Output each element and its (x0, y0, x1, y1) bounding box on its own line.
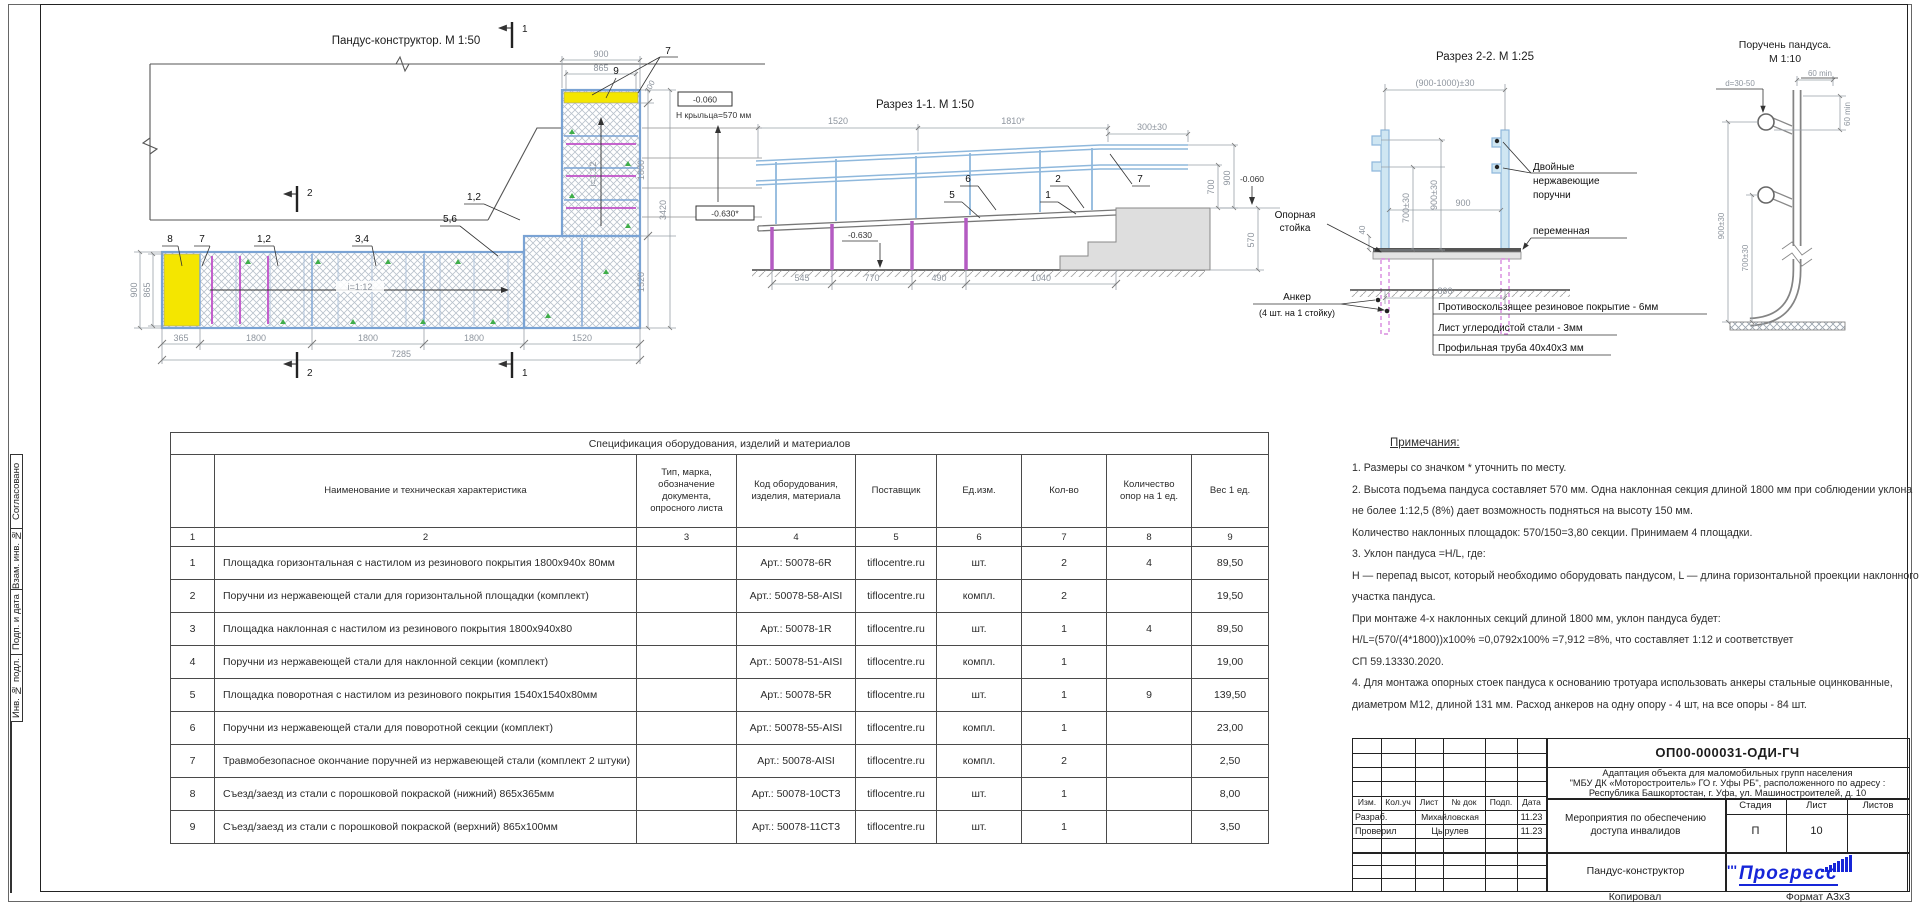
spec-cell-unit: компл. (937, 745, 1022, 778)
spec-cell-supports (1107, 811, 1192, 844)
spec-cell-type (637, 646, 737, 679)
callout-7-top: 7 (665, 46, 671, 57)
spec-cell-type (637, 745, 737, 778)
spec-cell-code: Арт.: 50078-58-AISI (737, 580, 856, 613)
dim-300-30: 300±30 (1137, 122, 1167, 132)
spec-cell-code: Арт.: 50078-11СТ3 (737, 811, 856, 844)
elevation-bottom-value: -0.630* (711, 208, 739, 219)
support-post-label-1: Опорная (1274, 210, 1316, 221)
dim-100: 100 (642, 78, 657, 95)
progress-logo (1725, 852, 1909, 891)
document-title-line: доступа инвалидов (1590, 826, 1681, 837)
spec-cell-num: 2 (171, 580, 215, 613)
object-title: Пандус-конструктор (1586, 865, 1685, 877)
strip-soglasovano: Согласовано (10, 454, 23, 529)
spec-cell-type (637, 679, 737, 712)
divider-line (1353, 838, 1546, 839)
strip-podp-data: Подп. и дата (10, 589, 23, 655)
dim-bottom-1800c: 1800 (463, 333, 485, 343)
handrail-tube-lower (1758, 187, 1774, 203)
dim-top-900: 900 (593, 49, 609, 59)
spec-header-unit: Ед.изм. (937, 455, 1022, 528)
spec-cell-weight: 3,50 (1192, 811, 1269, 844)
spec-cell-supplier: tiflocentre.ru (856, 712, 937, 745)
dim-right-1520: 1520 (636, 271, 646, 293)
spec-colnum: 1 (171, 528, 215, 547)
note-line: диаметром М12, длиной 131 мм. Расход анкеров на одну опору - 4 шт, на все опоры - 84 шт. (1352, 698, 1807, 711)
spec-cell-num: 9 (171, 811, 215, 844)
sig-date-checker: 11.23 (1520, 826, 1543, 836)
spec-row (171, 712, 1269, 745)
double-rails-label-3: поручни (1533, 190, 1571, 201)
spec-cell-weight: 19,50 (1192, 580, 1269, 613)
spec-cell-type (637, 811, 737, 844)
dim-40: 40 (1358, 225, 1367, 235)
section-1-1-title: Разрез 1-1. М 1:50 (875, 99, 975, 111)
sig-role-developer: Разраб. (1355, 812, 1388, 822)
section-2-2-dimensions (1358, 78, 1505, 304)
callout-7-left: 7 (199, 234, 205, 245)
footer-copied: Копировал (1608, 891, 1662, 903)
dim-900-30-handrail: 900±30 (1717, 212, 1726, 240)
spec-cell-supplier: tiflocentre.ru (856, 811, 937, 844)
spec-cell-supports (1107, 580, 1192, 613)
section-2-2-title: Разрез 2-2. М 1:25 (1435, 51, 1535, 63)
note-line: 2. Высота подъема пандуса составляет 570 мм. Одна наклонная секция длиной 1800 мм при соблюдении уклона (1352, 483, 1913, 496)
spec-cell-supplier: tiflocentre.ru (856, 547, 937, 580)
document-title (1546, 798, 1725, 852)
note-line: 1. Размеры со значком * уточнить по месту. (1352, 462, 1567, 474)
spec-cell-num: 5 (171, 679, 215, 712)
col-data: Дата (1522, 797, 1541, 807)
dim-d30-50: d=30-50 (1725, 79, 1755, 88)
plan-drawing (50, 12, 770, 382)
elevation-minus-0060: -0.060 (1239, 174, 1265, 184)
spec-header-supplier: Поставщик (856, 455, 937, 528)
spec-cell-num: 3 (171, 613, 215, 646)
dim-900-horizontal: 900 (1455, 198, 1471, 208)
spec-cell-qty: 1 (1022, 646, 1107, 679)
spec-cell-unit: шт. (937, 778, 1022, 811)
spec-cell-unit: компл. (937, 712, 1022, 745)
ramp-plan (162, 90, 640, 328)
dim-bottom-1800b: 1800 (357, 333, 379, 343)
note-line: участка пандуса. (1352, 591, 1436, 603)
callout-1-2-upper: 1,2 (467, 192, 481, 203)
ramp-deck (758, 210, 1116, 231)
handrail-detail-drawing (1700, 30, 1915, 345)
spec-row (171, 745, 1269, 778)
spec-cell-weight: 89,50 (1192, 547, 1269, 580)
spec-cell-supplier: tiflocentre.ru (856, 745, 937, 778)
dim-900-1000: (900-1000)±30 (1415, 78, 1475, 88)
handrail-title: Поручень пандуса. (1738, 39, 1832, 51)
spec-cell-supplier: tiflocentre.ru (856, 679, 937, 712)
callout-6: 6 (965, 174, 971, 185)
anchor-label-1: Анкер (1283, 292, 1311, 303)
document-title-line: Мероприятия по обеспечению (1565, 813, 1706, 824)
section-1-1-drawing (740, 88, 1285, 323)
note-line: не более 1:12,5 (8%) дает возможность подняться на высоту 150 мм. (1352, 505, 1693, 517)
spec-header-type: Тип, марка, обозначение документа, опросного листа (637, 455, 737, 528)
spec-cell-unit: компл. (937, 646, 1022, 679)
spec-cell-name: Съезд/заезд из стали с порошковой покраской (нижний) 865х365мм (215, 778, 637, 811)
side-strip (10, 455, 40, 893)
spec-cell-num: 1 (171, 547, 215, 580)
spec-cell-qty: 2 (1022, 745, 1107, 778)
spec-cell-name: Поручни из нержавеющей стали для наклонной секции (комплект) (215, 646, 637, 679)
spec-cell-supports: 9 (1107, 679, 1192, 712)
spec-cell-qty: 1 (1022, 712, 1107, 745)
sheets-value (1847, 825, 1909, 841)
dim-60min-right: 60 min (1843, 101, 1852, 127)
spec-cell-unit: компл. (937, 580, 1022, 613)
spec-cell-weight: 139,50 (1192, 679, 1269, 712)
spec-cell-code: Арт.: 50078-55-AISI (737, 712, 856, 745)
divider-line (1353, 810, 1546, 811)
dim-1040: 1040 (1030, 273, 1052, 283)
spec-cell-name: Площадка наклонная с настилом из резинового покрытия 1800х940х80 (215, 613, 637, 646)
title-block (1352, 738, 1910, 892)
spec-cell-supports (1107, 778, 1192, 811)
spec-cell-weight: 2,50 (1192, 745, 1269, 778)
note-line: 4. Для монтажа опорных стоек пандуса к основанию тротуара использовать анкеры стальные оцинкованные, (1352, 677, 1893, 689)
spec-row (171, 646, 1269, 679)
document-code: ОП00-000031-ОДИ-ГЧ (1655, 745, 1800, 760)
sheets-header: Листов (1862, 800, 1894, 811)
spec-cell-unit: шт. (937, 547, 1022, 580)
notes-lines (1352, 458, 1919, 716)
anchor-label-2: (4 шт. на 1 стойку) (1259, 308, 1335, 318)
divider-line (1353, 865, 1546, 866)
spec-cell-qty: 1 (1022, 613, 1107, 646)
note-line: Н — перепад высот, который необходимо оборудовать пандусом, L — длина горизонтальной проекции наклонного (1352, 569, 1919, 582)
strip-inv-podl: Инв. № подл. (10, 654, 23, 722)
divider-line (1725, 814, 1909, 815)
note-line: H/L=(570/(4*1800))х100% =0,0792х100% =7,912 =8%, что составляет 1:12 и соответствует (1352, 634, 1794, 646)
dim-770: 770 (864, 273, 880, 283)
spec-rubber-coating: Противоскользящее резиновое покрытие - 6мм (1438, 302, 1659, 313)
double-rails-label-2: нержавеющие (1533, 176, 1600, 187)
section-2-2-drawing (1235, 38, 1715, 360)
spec-cell-code: Арт.: 50078-1R (737, 613, 856, 646)
spec-steel-sheet: Лист углеродистой стали - 3мм (1438, 323, 1583, 334)
spec-cell-num: 6 (171, 712, 215, 745)
spec-cell-type (637, 613, 737, 646)
callout-1-2-lower: 1,2 (257, 234, 271, 245)
slope-label-vertical: i=1:12 (588, 161, 598, 187)
col-izm: Изм. (1357, 797, 1377, 807)
spec-cell-supports (1107, 745, 1192, 778)
spec-colnum: 4 (737, 528, 856, 547)
sig-name-checker: Цырулев (1431, 826, 1469, 836)
project-line: Адаптация объекта для маломобильных групп населения (1602, 768, 1853, 778)
spec-cell-unit: шт. (937, 811, 1022, 844)
sig-name-developer: Михайловская (1421, 812, 1479, 822)
spec-profile-tube: Профильная труба 40х40х3 мм (1438, 343, 1584, 354)
spec-cell-weight: 89,50 (1192, 613, 1269, 646)
notes (1352, 437, 1919, 716)
spec-cell-qty: 1 (1022, 778, 1107, 811)
spec-cell-qty: 2 (1022, 580, 1107, 613)
divider-line (1353, 781, 1546, 782)
spec-header-supports: Количество опор на 1 ед. (1107, 455, 1192, 528)
spec-colnum: 3 (637, 528, 737, 547)
spec-row (171, 778, 1269, 811)
sheet-header: Лист (1806, 800, 1827, 811)
spec-cell-qty: 1 (1022, 811, 1107, 844)
spec-cell-weight: 23,00 (1192, 712, 1269, 745)
building-outline (143, 57, 765, 220)
sig-date-developer: 11.23 (1520, 812, 1543, 822)
spec-cell-type (637, 712, 737, 745)
dim-900: 900 (1222, 170, 1232, 186)
spec-cell-unit: шт. (937, 679, 1022, 712)
stage-header: Стадия (1739, 800, 1772, 811)
elevation-minus-0630: -0.630 (847, 230, 873, 240)
spec-cell-name: Площадка поворотная с настилом из резинового покрытия 1540х1540х80мм (215, 679, 637, 712)
footer-format: Формат А3х3 (1785, 891, 1851, 903)
spec-row (171, 547, 1269, 580)
section-1-1-geometry (752, 145, 1210, 277)
spec-row (171, 613, 1269, 646)
spec-cell-code: Арт.: 50078-5R (737, 679, 856, 712)
dim-bottom-365: 365 (173, 333, 189, 343)
spec-cell-type (637, 580, 737, 613)
dim-left-865: 865 (142, 282, 152, 298)
spec-header-code: Код оборудования, изделия, материала (737, 455, 856, 528)
spec-colnum: 2 (215, 528, 637, 547)
spec-colnum: 7 (1022, 528, 1107, 547)
dim-total-7285: 7285 (390, 349, 412, 359)
spec-cell-supports: 4 (1107, 547, 1192, 580)
porch-height-note: Н крыльца=570 мм (676, 110, 752, 120)
spec-cell-supplier: tiflocentre.ru (856, 613, 937, 646)
project-line: "МБУ ДК «Моторостроитель» ГО г. Уфы РБ", расположенного по адресу : (1569, 778, 1886, 788)
spec-cell-num: 7 (171, 745, 215, 778)
spec-table-title: Спецификация оборудования, изделий и материалов (171, 433, 1269, 455)
section-mark-1-top: 1 (522, 24, 528, 35)
dim-490: 490 (931, 273, 947, 283)
dim-right-1800: 1800 (636, 159, 646, 181)
note-line: При монтаже 4-х наклонных секций длиной 1800 мм, уклон пандуса будет: (1352, 612, 1721, 625)
spec-header-weight: Вес 1 ед. (1192, 455, 1269, 528)
col-koluch: Кол.уч (1385, 797, 1411, 807)
slope-label-horizontal: i=1:12 (347, 282, 373, 292)
col-podp: Подп. (1489, 797, 1513, 807)
note-line: Количество наклонных площадок: 570/150=3,80 секции. Принимаем 4 площадки. (1352, 526, 1753, 539)
dim-1810: 1810* (1001, 116, 1025, 126)
callout-2: 2 (1055, 174, 1061, 185)
spec-cell-qty: 2 (1022, 547, 1107, 580)
spec-colnum: 6 (937, 528, 1022, 547)
callout-3-4: 3,4 (355, 234, 369, 245)
spec-cell-weight: 19,00 (1192, 646, 1269, 679)
stage-value: П (1751, 825, 1760, 837)
spec-colnum: 8 (1107, 528, 1192, 547)
dim-700: 700 (1206, 179, 1216, 195)
spec-cell-code: Арт.: 50078-10СТ3 (737, 778, 856, 811)
callout-1: 1 (1045, 190, 1051, 201)
callout-8: 8 (167, 234, 173, 245)
divider-line (1353, 878, 1546, 879)
spec-row (171, 679, 1269, 712)
double-rails-label-1: Двойные (1533, 162, 1575, 173)
dim-570: 570 (1246, 232, 1256, 248)
dim-700-30-handrail: 700±30 (1741, 244, 1750, 272)
callout-5: 5 (949, 190, 955, 201)
callout-9: 9 (613, 66, 619, 77)
dim-900-30: 900±30 (1429, 180, 1439, 210)
spec-header-num (171, 455, 215, 528)
spec-cell-supplier: tiflocentre.ru (856, 580, 937, 613)
callout-7: 7 (1137, 174, 1143, 185)
deck-strip (1730, 322, 1845, 330)
spec-cell-supplier: tiflocentre.ru (856, 646, 937, 679)
spec-colnum: 9 (1192, 528, 1269, 547)
divider-line (1353, 824, 1546, 825)
spec-cell-name: Площадка горизонтальная с настилом из резинового покрытия 1800х940х 80мм (215, 547, 637, 580)
section-mark-1-bottom: 1 (522, 368, 528, 379)
callout-5-6: 5,6 (443, 214, 457, 225)
note-line: 3. Уклон пандуса =Н/L, где: (1352, 548, 1486, 560)
logo-text: Прогресс (1739, 863, 1838, 884)
spec-header-qty: Кол-во (1022, 455, 1107, 528)
dim-800: 800 (1437, 286, 1453, 296)
spec-cell-type (637, 778, 737, 811)
spec-cell-name: Поручни из нержавеющей стали для горизонтальной площадки (комплект) (215, 580, 637, 613)
handrail-geometry (1730, 90, 1845, 330)
upper-entry-plate (564, 92, 638, 103)
spec-cell-num: 4 (171, 646, 215, 679)
divider-line (1485, 739, 1486, 891)
logo-quotes: ''' (1727, 862, 1737, 878)
dim-60min-top: 60 min (1807, 69, 1833, 78)
spec-cell-supports: 4 (1107, 613, 1192, 646)
spec-cell-code: Арт.: 50078-6R (737, 547, 856, 580)
spec-cell-type (637, 547, 737, 580)
spec-cell-weight: 8,00 (1192, 778, 1269, 811)
plan-title: Пандус-конструктор. М 1:50 (331, 35, 481, 47)
spec-cell-name: Травмобезопасное окончание поручней из нержавеющей стали (комплект 2 штуки) (215, 745, 637, 778)
spec-row (171, 580, 1269, 613)
col-ndok: № док (1451, 797, 1477, 807)
section-mark-2-top: 2 (307, 188, 313, 199)
spec-table (170, 432, 1269, 844)
dim-right-3420: 3420 (658, 199, 668, 221)
project-line: Республика Башкортостан, г. Уфа, ул. Машиностроителей, д. 10 (1588, 788, 1867, 798)
spec-cell-supports (1107, 646, 1192, 679)
spec-cell-name: Съезд/заезд из стали с порошковой покраской (верхний) 865х100мм (215, 811, 637, 844)
spec-colnum: 5 (856, 528, 937, 547)
dim-top-865: 865 (593, 63, 609, 73)
spec-cell-unit: шт. (937, 613, 1022, 646)
spec-header-name: Наименование и техническая характеристика (215, 455, 637, 528)
sheet-value: 10 (1810, 825, 1823, 837)
variable-label: переменная (1533, 226, 1590, 237)
notes-title: Примечания: (1390, 437, 1460, 449)
dim-700-30: 700±30 (1401, 193, 1411, 223)
dim-545: 545 (794, 273, 810, 283)
strip-empty (10, 721, 12, 893)
spec-cell-supports (1107, 712, 1192, 745)
spec-cell-qty: 1 (1022, 679, 1107, 712)
dim-1520: 1520 (827, 116, 849, 126)
deck-plate (1373, 252, 1521, 259)
handrail-scale: М 1:10 (1768, 53, 1802, 65)
strip-vzam-inv: Взам. инв. № (11, 529, 22, 589)
col-list: Лист (1419, 797, 1439, 807)
spec-row (171, 811, 1269, 844)
project-description (1548, 768, 1907, 798)
spec-cell-name: Поручни из нержавеющей стали для поворотной секции (комплект) (215, 712, 637, 745)
dim-left-900: 900 (129, 282, 139, 298)
spec-cell-code: Арт.: 50078-AISI (737, 745, 856, 778)
spec-cell-num: 8 (171, 778, 215, 811)
porch-steps (1060, 208, 1210, 270)
handrail-tube-upper (1758, 114, 1774, 130)
dim-bottom-1800a: 1800 (245, 333, 267, 343)
spec-cell-supplier: tiflocentre.ru (856, 778, 937, 811)
sig-role-checker: Проверил (1355, 826, 1397, 836)
note-line: СП 59.13330.2020. (1352, 655, 1444, 668)
section-mark-2-bottom: 2 (307, 368, 313, 379)
support-post-label-2: стойка (1279, 223, 1311, 234)
spec-cell-code: Арт.: 50078-51-AISI (737, 646, 856, 679)
elevation-top-value: -0.060 (692, 94, 718, 105)
divider-line (1353, 753, 1546, 754)
dim-bottom-1520: 1520 (571, 333, 593, 343)
